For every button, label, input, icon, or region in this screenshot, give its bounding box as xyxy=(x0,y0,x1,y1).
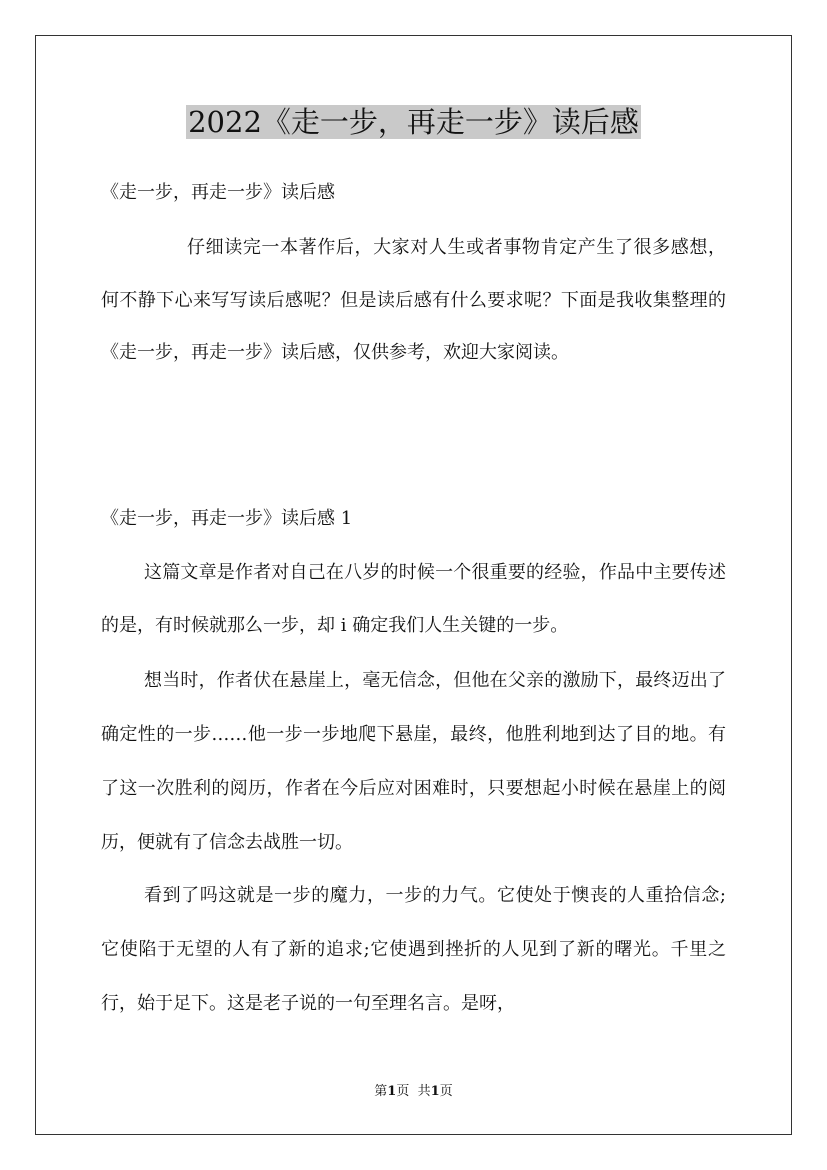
section-heading: 《走一步，再走一步》读后感 1 xyxy=(101,508,353,529)
body-paragraph-3: 看到了吗这就是一步的魔力，一步的力气。它使处于懊丧的人重拾信念;它使陷于无望的人有了新的追求;它使遇到挫折的人见到了新的曙光。千里之行，始于足下。这是老子说的一句至理名言。是呀， xyxy=(101,885,726,1014)
footer-total-prefix: 共 xyxy=(417,1084,431,1099)
intro-paragraph: 仔细读完一本著作后，大家对人生或者事物肯定产生了很多感想，何不静下心来写写读后感呢？但是读后感有什么要求呢？下面是我收集整理的《走一步，再走一步》读后感，仅供参考，欢迎大家阅读。 xyxy=(101,237,726,363)
document-title xyxy=(0,100,827,144)
footer-page-number: 1 xyxy=(387,1084,397,1099)
body-paragraph-2: 想当时，作者伏在悬崖上，毫无信念，但他在父亲的激励下，最终迈出了确定性的一步……他一步一步地爬下悬崖，最终，他胜利地到达了目的地。有了这一次胜利的阅历，作者在今后应对困难时，只要想起小时候在悬崖上的阅历，便就有了信念去战胜一切。 xyxy=(101,670,726,853)
body-paragraph-1: 这篇文章是作者对自己在八岁的时候一个很重要的经验，作品中主要传述的是，有时候就那么一步，却 i 确定我们人生关键的一步。 xyxy=(101,562,726,636)
document-title-text: 2022《走一步，再走一步》读后感 xyxy=(188,105,639,139)
footer-total-suffix: 页 xyxy=(439,1084,453,1099)
document-subheading: 《走一步，再走一步》读后感 xyxy=(101,182,335,203)
footer-page-prefix: 第 xyxy=(374,1084,388,1099)
footer-page-suffix: 页 xyxy=(396,1084,410,1099)
footer-total-pages: 1 xyxy=(430,1084,440,1099)
page-footer xyxy=(0,1083,827,1101)
